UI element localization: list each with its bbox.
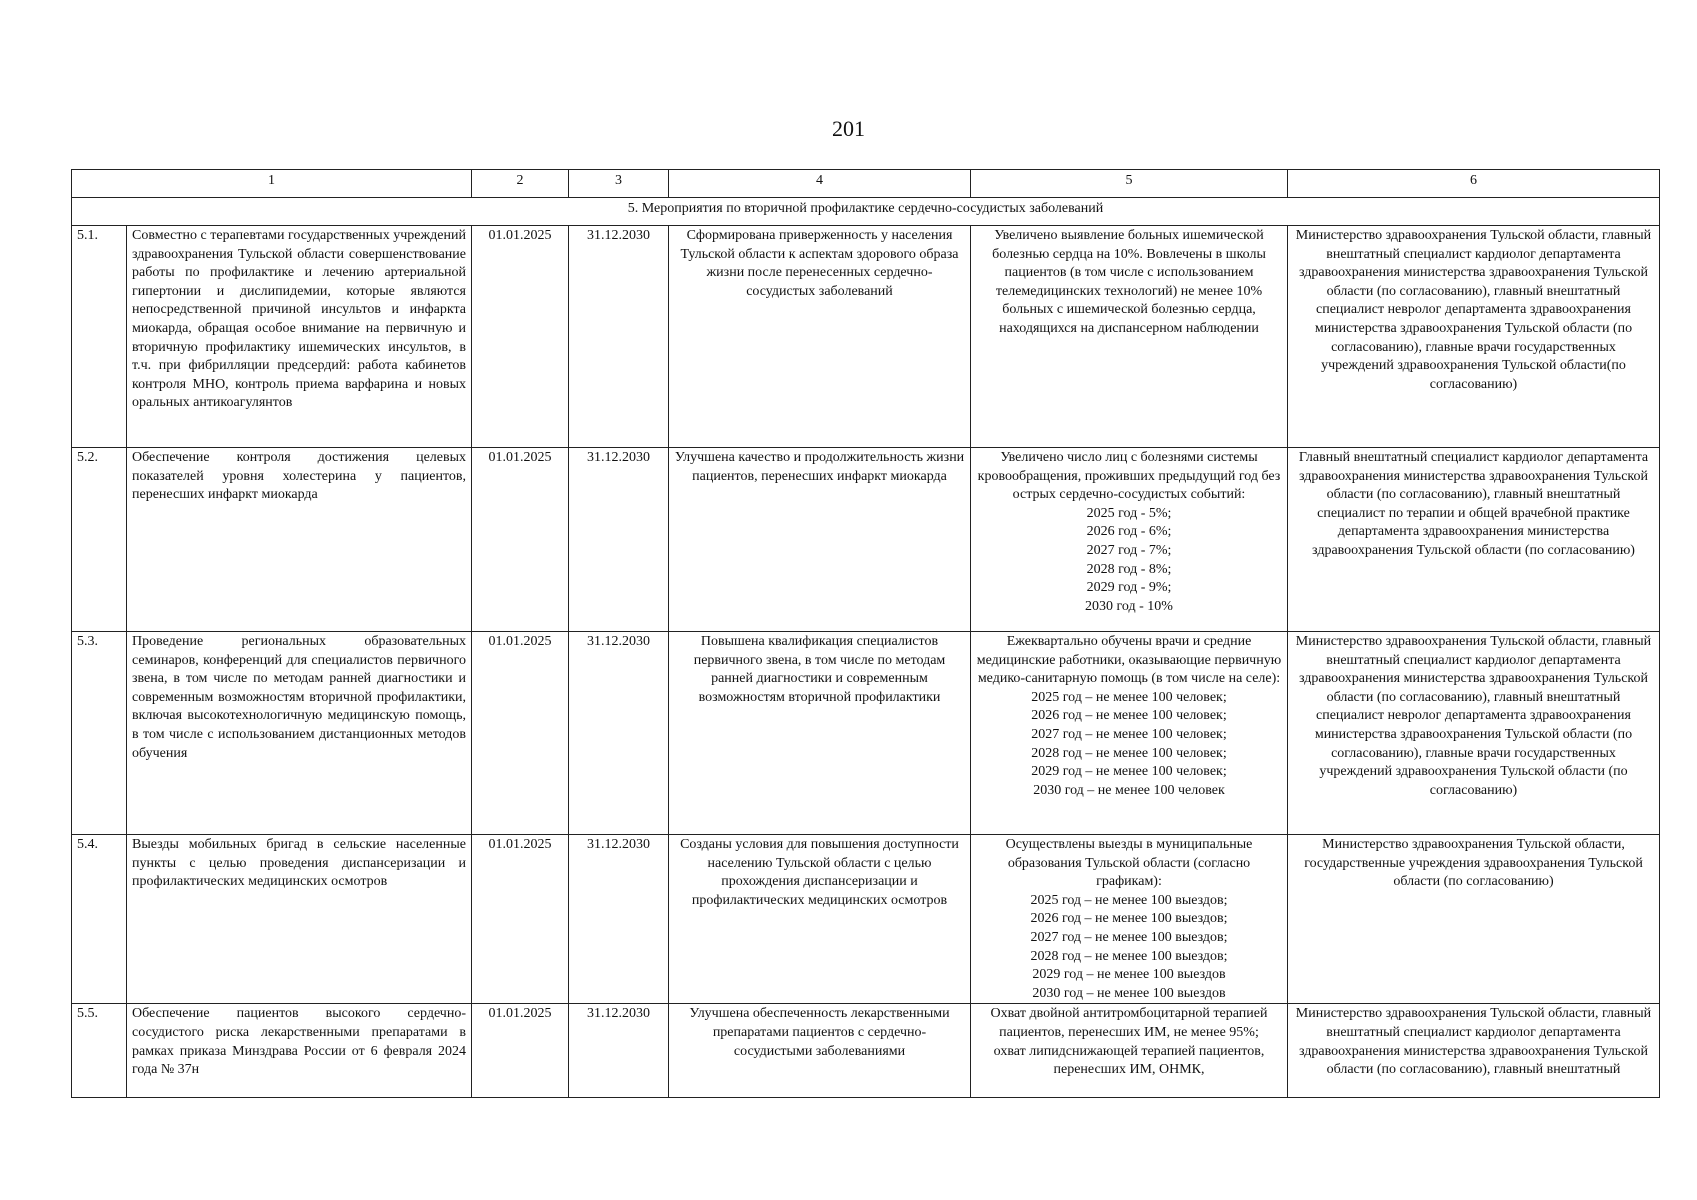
table-row xyxy=(72,632,1660,835)
expected-result: Сформирована приверженность у населения Тульской области к аспектам здорового образа жизни после перенесенных сердечно-сосудистых заболеваний xyxy=(669,226,971,448)
end-date: 31.12.2030 xyxy=(569,226,669,448)
section-row xyxy=(72,198,1660,226)
indicator-cell xyxy=(971,632,1288,835)
header-cell-6: 6 xyxy=(1288,170,1660,198)
indicator-line: 2025 год - 5%; xyxy=(1086,505,1172,521)
indicator-line: 2028 год – не менее 100 выездов; xyxy=(1030,948,1228,964)
indicator-line: 2029 год – не менее 100 выездов xyxy=(1032,967,1226,983)
indicator-line: охват липидснижающей терапией пациентов, перенесших ИМ, ОНМК, xyxy=(993,1043,1265,1078)
indicator-line: 2026 год – не менее 100 человек; xyxy=(1031,708,1227,724)
measures-table xyxy=(71,169,1660,1098)
responsible: Министерство здравоохранения Тульской области, главный внештатный специалист кардиолог департамента здравоохранения министерства здравоохранения Тульской области (по согласованию), главный внештатный xyxy=(1288,1004,1660,1098)
start-date: 01.01.2025 xyxy=(472,226,569,448)
header-cell-3: 3 xyxy=(569,170,669,198)
expected-result: Улучшена обеспеченность лекарственными препаратами пациентов с сердечно-сосудистыми заболеваниями xyxy=(669,1004,971,1098)
expected-result: Повышена квалификация специалистов первичного звена, в том числе по методам ранней диагностики и современным возможностям вторичной профилактики xyxy=(669,632,971,835)
table-row xyxy=(72,226,1660,448)
header-row xyxy=(72,170,1660,198)
end-date: 31.12.2030 xyxy=(569,835,669,1004)
responsible: Главный внештатный специалист кардиолог департамента здравоохранения министерства здравоохранения Тульской области (по согласованию), главный внештатный специалист по терапии и общей врачебной практике департамента здравоохранения министерства здравоохранения Тульской области (по согласованию) xyxy=(1288,448,1660,632)
indicator-line: 2025 год – не менее 100 выездов; xyxy=(1030,892,1228,908)
indicator-line: 2030 год – не менее 100 выездов xyxy=(1032,985,1226,1001)
table-row xyxy=(72,835,1660,1004)
row-number: 5.2. xyxy=(72,448,127,632)
page-number: 201 xyxy=(832,116,865,141)
header-cell-1: 1 xyxy=(72,170,472,198)
indicator-line: 2027 год – не менее 100 человек; xyxy=(1031,726,1227,742)
measure-name: Обеспечение контроля достижения целевых показателей уровня холестерина у пациентов, перенесших инфаркт миокарда xyxy=(127,448,472,632)
table-row xyxy=(72,1004,1660,1098)
indicator-line: 2025 год – не менее 100 человек; xyxy=(1031,689,1227,705)
indicator-line: 2028 год - 8%; xyxy=(1086,561,1172,577)
table-row xyxy=(72,448,1660,632)
indicator-line: 2028 год – не менее 100 человек; xyxy=(1031,745,1227,761)
row-number: 5.5. xyxy=(72,1004,127,1098)
row-number: 5.3. xyxy=(72,632,127,835)
indicator-line: Ежеквартально обучены врачи и средние медицинские работники, оказывающие первичную медико-санитарную помощь (в том числе на селе): xyxy=(976,634,1282,687)
responsible: Министерство здравоохранения Тульской области, главный внештатный специалист кардиолог департамента здравоохранения министерства здравоохранения Тульской области (по согласованию), главный внештатный специалист невролог департамента здравоохранения министерства здравоохранения Тульской области (по согласованию), главные врачи государственных учреждений здравоохранения Тульской области (по согласованию) xyxy=(1288,632,1660,835)
indicator-cell xyxy=(971,835,1288,1004)
indicator-line: 2026 год - 6%; xyxy=(1086,524,1172,540)
start-date: 01.01.2025 xyxy=(472,632,569,835)
header-cell-4: 4 xyxy=(669,170,971,198)
indicator-line: 2029 год – не менее 100 человек; xyxy=(1031,764,1227,780)
end-date: 31.12.2030 xyxy=(569,1004,669,1098)
end-date: 31.12.2030 xyxy=(569,632,669,835)
start-date: 01.01.2025 xyxy=(472,835,569,1004)
indicator-line: 2030 год – не менее 100 человек xyxy=(1033,782,1225,798)
indicator-line: Увеличено выявление больных ишемической болезнью сердца на 10%. Вовлечены в школы пациентов (в том числе с использованием телемедицинских технологий) не менее 10% больных с ишемической болезнью сердца, находящихся на диспансерном наблюдении xyxy=(992,228,1266,336)
responsible: Министерство здравоохранения Тульской области, главный внештатный специалист кардиолог департамента здравоохранения министерства здравоохранения Тульской области (по согласованию), главный внештатный специалист невролог департамента здравоохранения министерства здравоохранения Тульской области (по согласованию), главные врачи государственных учреждений здравоохранения Тульской области(по согласованию) xyxy=(1288,226,1660,448)
expected-result: Созданы условия для повышения доступности населению Тульской области с целью прохождения диспансеризации и профилактических медицинских осмотров xyxy=(669,835,971,1004)
measure-name: Совместно с терапевтами государственных учреждений здравоохранения Тульской области совершенствование работы по профилактике и лечению артериальной гипертонии и дислипидемии, которые являются непосредственной причиной инсультов и инфаркта миокарда, обращая особое внимание на первичную и вторичную профилактику ишемических инсультов, в т.ч. при фибрилляции предсердий: работа кабинетов контроля МНО, контроль приема варфарина и новых оральных антикоагулянтов xyxy=(127,226,472,448)
responsible: Министерство здравоохранения Тульской области, государственные учреждения здравоохранения Тульской области (по согласованию) xyxy=(1288,835,1660,1004)
indicator-cell xyxy=(971,226,1288,448)
header-cell-5: 5 xyxy=(971,170,1288,198)
indicator-line: Увеличено число лиц с болезнями системы кровообращения, проживших предыдущий год без острых сердечно-сосудистых событий: xyxy=(977,450,1281,503)
start-date: 01.01.2025 xyxy=(472,448,569,632)
indicator-line: 2027 год – не менее 100 выездов; xyxy=(1030,929,1228,945)
measure-name: Выезды мобильных бригад в сельские населенные пункты с целью проведения диспансеризации и профилактических медицинских осмотров xyxy=(127,835,472,1004)
row-number: 5.1. xyxy=(72,226,127,448)
indicator-line: 2029 год - 9%; xyxy=(1086,580,1172,596)
indicator-line: 2030 год - 10% xyxy=(1085,598,1173,614)
indicator-line: 2026 год – не менее 100 выездов; xyxy=(1030,911,1228,927)
indicator-cell xyxy=(971,448,1288,632)
expected-result: Улучшена качество и продолжительность жизни пациентов, перенесших инфаркт миокарда xyxy=(669,448,971,632)
start-date: 01.01.2025 xyxy=(472,1004,569,1098)
header-cell-2: 2 xyxy=(472,170,569,198)
section-title: 5. Мероприятия по вторичной профилактике сердечно-сосудистых заболеваний xyxy=(72,198,1660,226)
indicator-line: 2027 год - 7%; xyxy=(1086,542,1172,558)
indicator-cell xyxy=(971,1004,1288,1098)
indicator-line: Охват двойной антитромбоцитарной терапией пациентов, перенесших ИМ, не менее 95%; xyxy=(990,1006,1268,1040)
measure-name: Обеспечение пациентов высокого сердечно-сосудистого риска лекарственными препаратами в рамках приказа Минздрава России от 6 февраля 2024 года № 37н xyxy=(127,1004,472,1098)
row-number: 5.4. xyxy=(72,835,127,1004)
measure-name: Проведение региональных образовательных семинаров, конференций для специалистов первичного звена, в том числе по методам ранней диагностики и современным возможностям вторичной профилактики, включая высокотехнологичную медицинскую помощь, в том числе с использованием дистанционных методов обучения xyxy=(127,632,472,835)
end-date: 31.12.2030 xyxy=(569,448,669,632)
indicator-line: Осуществлены выезды в муниципальные образования Тульской области (согласно графикам): xyxy=(1005,837,1253,890)
